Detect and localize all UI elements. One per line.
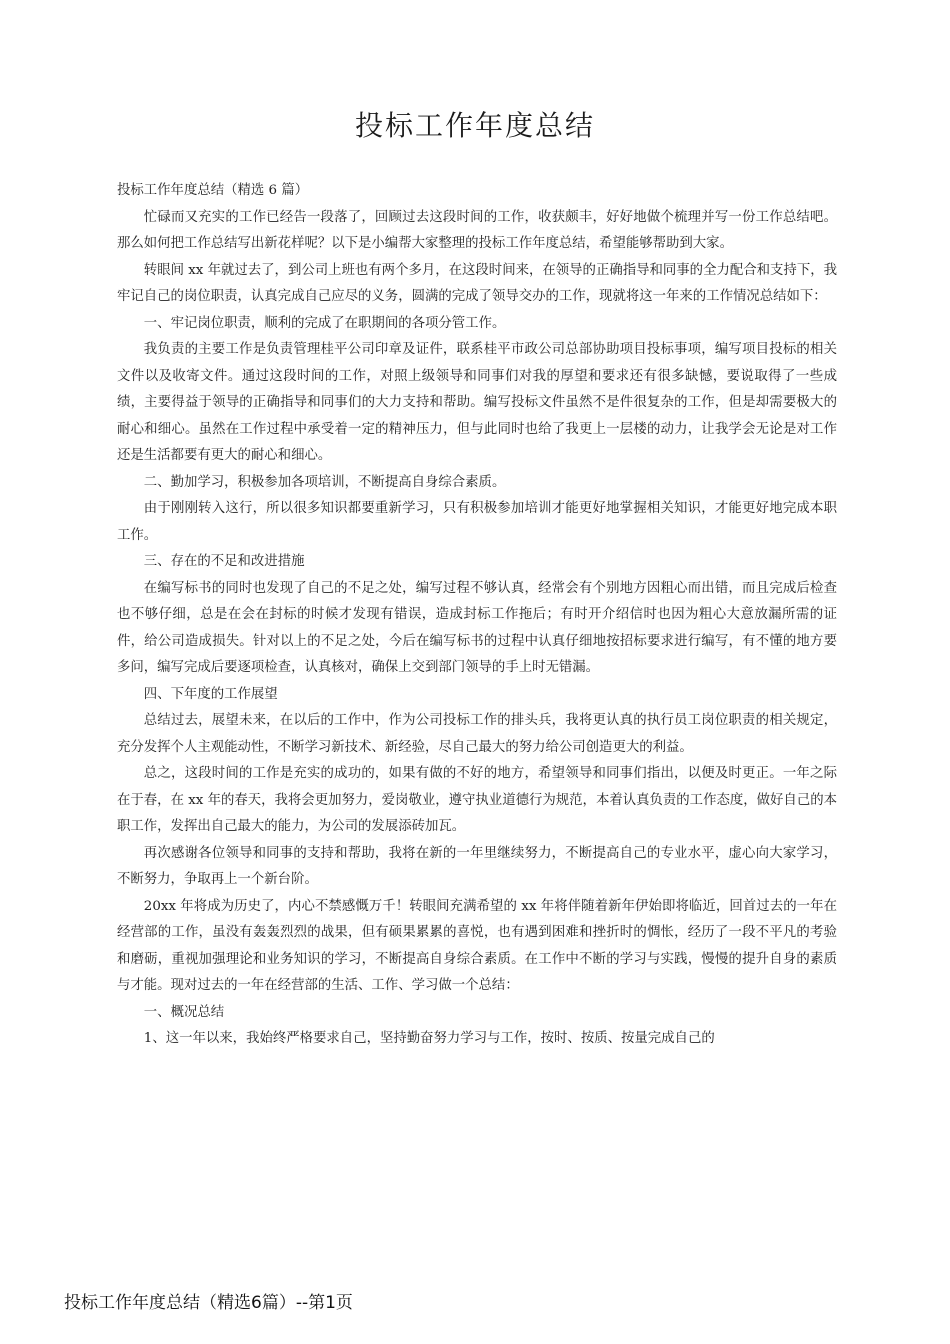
section-heading: 三、存在的不足和改进措施 — [143, 554, 305, 569]
document-body — [117, 178, 837, 1053]
paragraph: 在编写标书的同时也发现了自己的不足之处，编写过程不够认真，经常会有个别地方因粗心而出错，而且完成后检查也不够仔细，总是在会在封标的时候才发现有错误，造成封标工作拖后；有时开介绍信时也因为粗心大意放漏所需的证件，给公司造成损失。针对以上的不足之处，今后在编写标书的过程中认真仔细地按招标要求进行编写，有不懂的地方要多问，编写完成后要逐项检查，认真核对，确保上交到部门领导的手上时无错漏。 — [117, 580, 837, 675]
paragraph: 由于刚刚转入这行，所以很多知识都要重新学习，只有积极参加培训才能更好地掌握相关知识，才能更好地完成本职工作。 — [117, 501, 837, 543]
document-title: 投标工作年度总结 — [354, 109, 595, 142]
section-heading: 一、概况总结 — [143, 1004, 225, 1020]
page-footer: 投标工作年度总结（精选6篇）--第1页 — [64, 1293, 353, 1313]
section-heading: 一、牢记岗位职责，顺利的完成了在职期间的各项分管工作。 — [143, 315, 506, 331]
paragraph: 20xx 年将成为历史了，内心不禁感慨万千！转眼间充满希望的 xx 年将伴随着新年伊始即将临近，回首过去的一年在经营部的工作，虽没有轰轰烈烈的战果，但有硕果累累的喜悦，也有遇到困难和挫折时的惆怅，经历了一段不平凡的考验和磨砺，重视加强理论和业务知识的学习，不断提高自身综合素质。在工作中不断的学习与实践，慢慢的提升自身的素质与才能。现对过去的一年在经营部的生活、工作、学习做一个总结： — [117, 898, 837, 993]
paragraph: 再次感谢各位领导和同事的支持和帮助，我将在新的一年里继续努力，不断提高自己的专业水平，虚心向大家学习，不断努力，争取再上一个新台阶。 — [117, 845, 837, 887]
section-heading: 二、勤加学习，积极参加各项培训，不断提高自身综合素质。 — [143, 474, 506, 490]
paragraph: 总结过去，展望未来，在以后的工作中，作为公司投标工作的排头兵，我将更认真的执行员工岗位职责的相关规定，充分发挥个人主观能动性，不断学习新技术、新经验，尽自己最大的努力给公司创造更大的利益。 — [117, 713, 837, 755]
paragraph: 忙碌而又充实的工作已经告一段落了，回顾过去这段时间的工作，收获颇丰，好好地做个梳理并写一份工作总结吧。那么如何把工作总结写出新花样呢？以下是小编帮大家整理的投标工作年度总结，希望能够帮助到大家。 — [117, 209, 837, 251]
section-heading: 四、下年度的工作展望 — [143, 686, 278, 702]
paragraph: 1、这一年以来，我始终严格要求自己，坚持勤奋努力学习与工作，按时、按质、按量完成自己的 — [143, 1031, 715, 1046]
doc-subtitle: 投标工作年度总结（精选 6 篇） — [117, 183, 309, 198]
paragraph: 总之，这段时间的工作是充实的成功的，如果有做的不好的地方，希望领导和同事们指出，以便及时更正。一年之际在于春，在 xx 年的春天，我将会更加努力，爱岗敬业，遵守执业道德行为规范，本着认真负责的工作态度，做好自己的本职工作，发挥出自己最大的能力，为公司的发展添砖加瓦。 — [117, 766, 837, 834]
paragraph: 我负责的主要工作是负责管理桂平公司印章及证件，联系桂平市政公司总部协助项目投标事项，编写项目投标的相关文件以及收寄文件。通过这段时间的工作，对照上级领导和同事们对我的厚望和要求还有很多缺憾，要说取得了一些成绩，主要得益于领导的正确指导和同事们的大力支持和帮助。编写投标文件虽然不是件很复杂的工作，但是却需要极大的耐心和细心。虽然在工作过程中承受着一定的精神压力，但与此同时也给了我更上一层楼的动力，让我学会无论是对工作还是生活都要有更大的耐心和细心。 — [117, 342, 837, 463]
paragraph: 转眼间 xx 年就过去了，到公司上班也有两个多月，在这段时间来，在领导的正确指导和同事的全力配合和支持下，我牢记自己的岗位职责，认真完成自己应尽的义务，圆满的完成了领导交办的工作，现就将这一年来的工作情况总结如下： — [117, 262, 837, 304]
